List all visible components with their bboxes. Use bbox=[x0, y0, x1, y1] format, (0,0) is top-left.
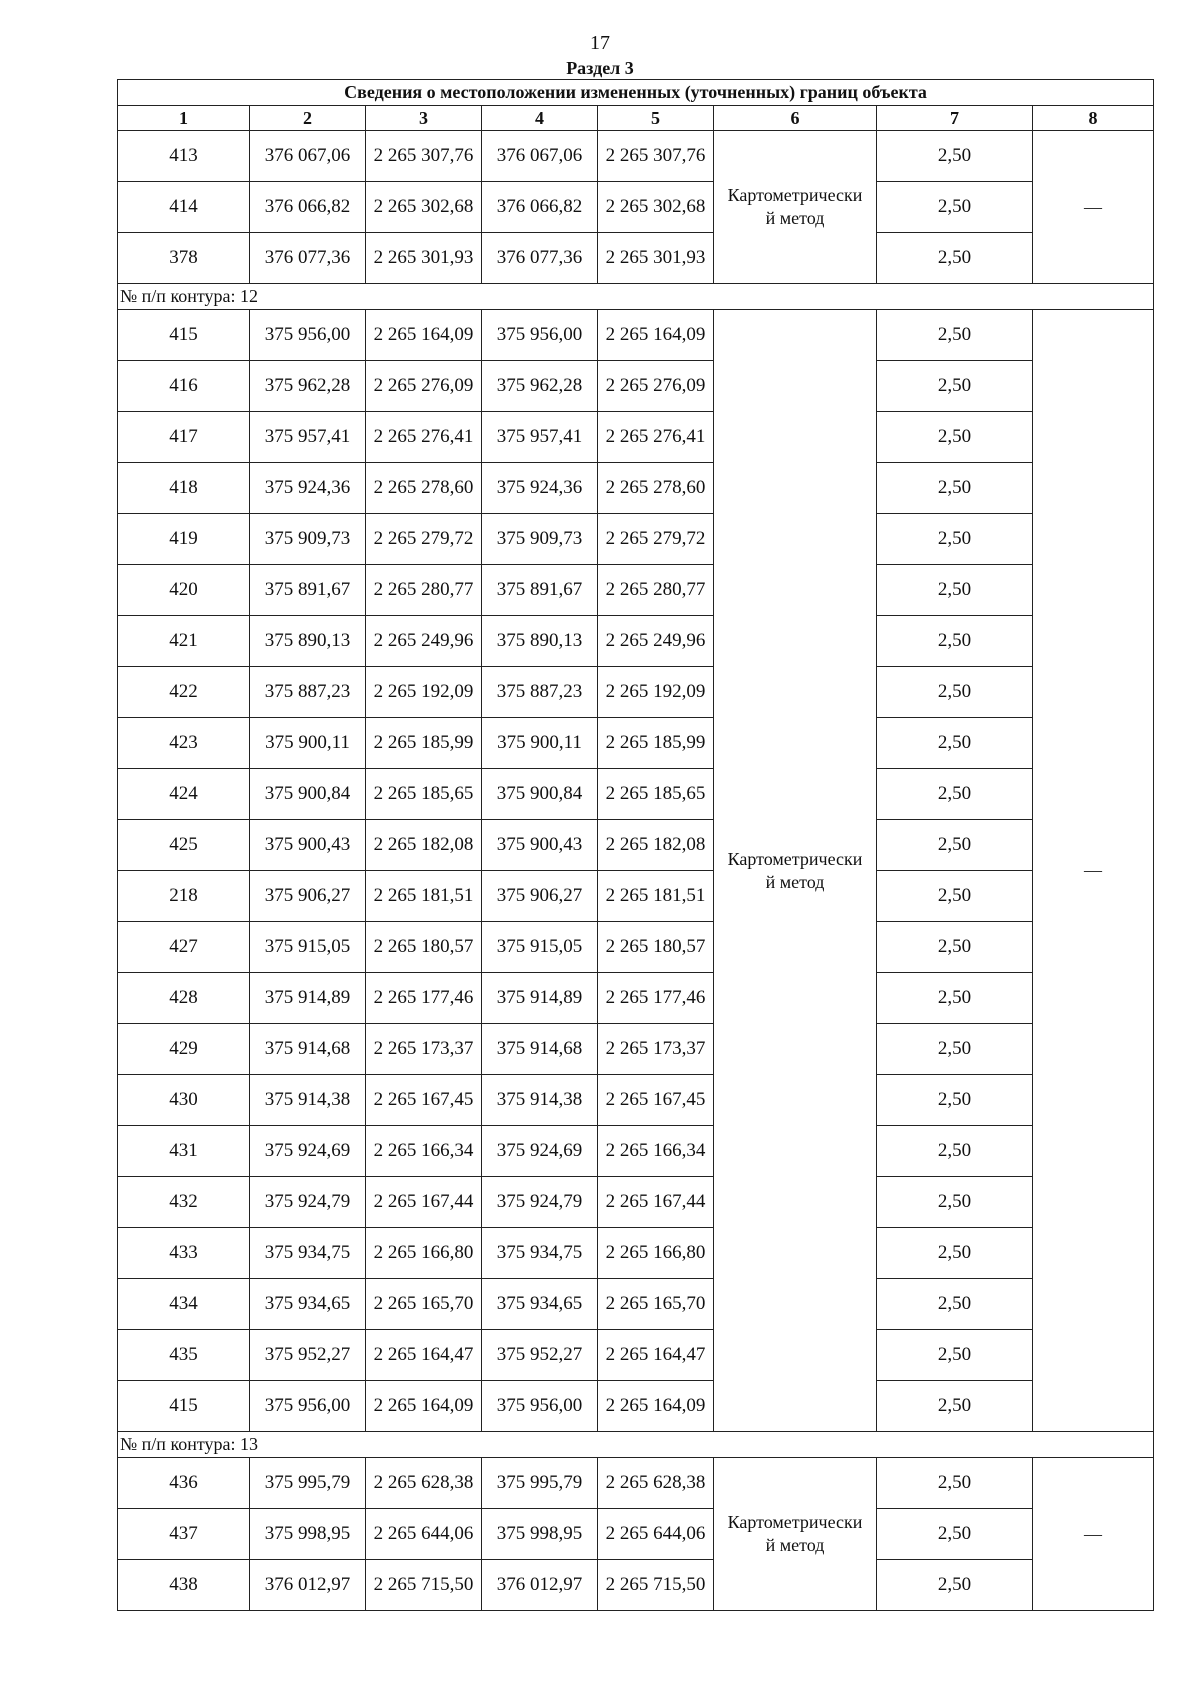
x-coordinate: 375 957,41 bbox=[250, 412, 366, 463]
point-number: 430 bbox=[118, 1075, 250, 1126]
y-coordinate-new: 2 265 167,45 bbox=[598, 1075, 714, 1126]
x-coordinate: 375 909,73 bbox=[250, 514, 366, 565]
column-number: 8 bbox=[1033, 106, 1154, 131]
precision-value: 2,50 bbox=[877, 565, 1033, 616]
precision-value: 2,50 bbox=[877, 1177, 1033, 1228]
section-title: Раздел 3 bbox=[566, 58, 634, 78]
contour-label bbox=[118, 284, 1154, 310]
contour-label-text: № п/п контура: bbox=[120, 1434, 236, 1454]
y-coordinate-new: 2 265 301,93 bbox=[598, 233, 714, 284]
y-coordinate-new: 2 265 165,70 bbox=[598, 1279, 714, 1330]
table-row bbox=[118, 769, 1154, 820]
y-coordinate: 2 265 165,70 bbox=[366, 1279, 482, 1330]
x-coordinate: 375 900,11 bbox=[250, 718, 366, 769]
point-number: 419 bbox=[118, 514, 250, 565]
table-row bbox=[118, 1075, 1154, 1126]
point-number: 423 bbox=[118, 718, 250, 769]
y-coordinate-new: 2 265 166,34 bbox=[598, 1126, 714, 1177]
precision-value: 2,50 bbox=[877, 922, 1033, 973]
y-coordinate: 2 265 307,76 bbox=[366, 131, 482, 182]
x-coordinate-new: 375 887,23 bbox=[482, 667, 598, 718]
point-number: 416 bbox=[118, 361, 250, 412]
precision-value: 2,50 bbox=[877, 412, 1033, 463]
y-coordinate-new: 2 265 167,44 bbox=[598, 1177, 714, 1228]
precision-value: 2,50 bbox=[877, 718, 1033, 769]
point-number: 420 bbox=[118, 565, 250, 616]
table-row bbox=[118, 1458, 1154, 1509]
table-row bbox=[118, 820, 1154, 871]
precision-value: 2,50 bbox=[877, 233, 1033, 284]
x-coordinate: 375 906,27 bbox=[250, 871, 366, 922]
table-row bbox=[118, 1509, 1154, 1560]
contour-number: 12 bbox=[240, 286, 259, 306]
x-coordinate-new: 376 066,82 bbox=[482, 182, 598, 233]
method-text-line1: Картометрически bbox=[727, 185, 863, 205]
x-coordinate: 375 998,95 bbox=[250, 1509, 366, 1560]
contour-row bbox=[118, 1432, 1154, 1458]
point-number: 428 bbox=[118, 973, 250, 1024]
y-coordinate: 2 265 164,09 bbox=[366, 310, 482, 361]
table-row bbox=[118, 667, 1154, 718]
y-coordinate: 2 265 276,09 bbox=[366, 361, 482, 412]
y-coordinate-new: 2 265 192,09 bbox=[598, 667, 714, 718]
y-coordinate-new: 2 265 164,09 bbox=[598, 1381, 714, 1432]
point-number: 437 bbox=[118, 1509, 250, 1560]
precision-value: 2,50 bbox=[877, 769, 1033, 820]
table-row bbox=[118, 616, 1154, 667]
precision-value: 2,50 bbox=[877, 361, 1033, 412]
y-coordinate: 2 265 181,51 bbox=[366, 871, 482, 922]
precision-value: 2,50 bbox=[877, 1330, 1033, 1381]
x-coordinate: 375 924,69 bbox=[250, 1126, 366, 1177]
table-row bbox=[118, 1279, 1154, 1330]
boundary-coordinates-table bbox=[117, 79, 1154, 1611]
y-coordinate-new: 2 265 182,08 bbox=[598, 820, 714, 871]
y-coordinate: 2 265 164,47 bbox=[366, 1330, 482, 1381]
x-coordinate: 375 914,38 bbox=[250, 1075, 366, 1126]
precision-value: 2,50 bbox=[877, 1458, 1033, 1509]
point-number: 433 bbox=[118, 1228, 250, 1279]
point-number: 432 bbox=[118, 1177, 250, 1228]
point-number: 427 bbox=[118, 922, 250, 973]
y-coordinate: 2 265 164,09 bbox=[366, 1381, 482, 1432]
x-coordinate: 375 952,27 bbox=[250, 1330, 366, 1381]
precision-value: 2,50 bbox=[877, 1126, 1033, 1177]
page-number: 17 bbox=[590, 32, 610, 54]
y-coordinate: 2 265 192,09 bbox=[366, 667, 482, 718]
y-coordinate: 2 265 280,77 bbox=[366, 565, 482, 616]
x-coordinate-new: 375 995,79 bbox=[482, 1458, 598, 1509]
x-coordinate-new: 376 012,97 bbox=[482, 1560, 598, 1611]
method-cell bbox=[714, 1458, 877, 1611]
y-coordinate-new: 2 265 279,72 bbox=[598, 514, 714, 565]
y-coordinate-new: 2 265 276,41 bbox=[598, 412, 714, 463]
y-coordinate: 2 265 167,44 bbox=[366, 1177, 482, 1228]
x-coordinate: 376 012,97 bbox=[250, 1560, 366, 1611]
x-coordinate-new: 375 924,69 bbox=[482, 1126, 598, 1177]
y-coordinate-new: 2 265 185,99 bbox=[598, 718, 714, 769]
y-coordinate-new: 2 265 715,50 bbox=[598, 1560, 714, 1611]
x-coordinate-new: 375 906,27 bbox=[482, 871, 598, 922]
x-coordinate-new: 375 891,67 bbox=[482, 565, 598, 616]
x-coordinate: 375 887,23 bbox=[250, 667, 366, 718]
column-8-dash: — bbox=[1033, 310, 1154, 1432]
x-coordinate-new: 375 962,28 bbox=[482, 361, 598, 412]
table-row bbox=[118, 1560, 1154, 1611]
x-coordinate-new: 375 890,13 bbox=[482, 616, 598, 667]
point-number: 429 bbox=[118, 1024, 250, 1075]
y-coordinate: 2 265 166,80 bbox=[366, 1228, 482, 1279]
table-row bbox=[118, 922, 1154, 973]
y-coordinate: 2 265 166,34 bbox=[366, 1126, 482, 1177]
x-coordinate: 375 995,79 bbox=[250, 1458, 366, 1509]
precision-value: 2,50 bbox=[877, 1279, 1033, 1330]
y-coordinate-new: 2 265 644,06 bbox=[598, 1509, 714, 1560]
table-row bbox=[118, 718, 1154, 769]
table-row bbox=[118, 1228, 1154, 1279]
table-row bbox=[118, 1330, 1154, 1381]
x-coordinate-new: 375 915,05 bbox=[482, 922, 598, 973]
column-number: 3 bbox=[366, 106, 482, 131]
y-coordinate-new: 2 265 164,47 bbox=[598, 1330, 714, 1381]
x-coordinate: 375 890,13 bbox=[250, 616, 366, 667]
point-number: 425 bbox=[118, 820, 250, 871]
x-coordinate: 375 934,65 bbox=[250, 1279, 366, 1330]
y-coordinate: 2 265 185,65 bbox=[366, 769, 482, 820]
y-coordinate: 2 265 249,96 bbox=[366, 616, 482, 667]
precision-value: 2,50 bbox=[877, 1228, 1033, 1279]
x-coordinate: 376 077,36 bbox=[250, 233, 366, 284]
point-number: 414 bbox=[118, 182, 250, 233]
y-coordinate: 2 265 301,93 bbox=[366, 233, 482, 284]
point-number: 415 bbox=[118, 1381, 250, 1432]
x-coordinate-new: 375 957,41 bbox=[482, 412, 598, 463]
x-coordinate-new: 375 900,11 bbox=[482, 718, 598, 769]
method-cell bbox=[714, 131, 877, 284]
table-row bbox=[118, 514, 1154, 565]
precision-value: 2,50 bbox=[877, 1509, 1033, 1560]
x-coordinate: 375 891,67 bbox=[250, 565, 366, 616]
x-coordinate-new: 375 914,38 bbox=[482, 1075, 598, 1126]
y-coordinate: 2 265 715,50 bbox=[366, 1560, 482, 1611]
precision-value: 2,50 bbox=[877, 310, 1033, 361]
y-coordinate-new: 2 265 166,80 bbox=[598, 1228, 714, 1279]
point-number: 415 bbox=[118, 310, 250, 361]
y-coordinate: 2 265 182,08 bbox=[366, 820, 482, 871]
y-coordinate: 2 265 177,46 bbox=[366, 973, 482, 1024]
precision-value: 2,50 bbox=[877, 463, 1033, 514]
table-row bbox=[118, 1381, 1154, 1432]
x-coordinate-new: 375 924,79 bbox=[482, 1177, 598, 1228]
y-coordinate-new: 2 265 249,96 bbox=[598, 616, 714, 667]
table-row bbox=[118, 463, 1154, 514]
y-coordinate: 2 265 167,45 bbox=[366, 1075, 482, 1126]
x-coordinate: 375 924,36 bbox=[250, 463, 366, 514]
x-coordinate: 376 067,06 bbox=[250, 131, 366, 182]
precision-value: 2,50 bbox=[877, 820, 1033, 871]
column-number: 7 bbox=[877, 106, 1033, 131]
precision-value: 2,50 bbox=[877, 1024, 1033, 1075]
x-coordinate-new: 375 956,00 bbox=[482, 310, 598, 361]
x-coordinate: 375 956,00 bbox=[250, 1381, 366, 1432]
y-coordinate-new: 2 265 180,57 bbox=[598, 922, 714, 973]
method-text-line2: й метод bbox=[765, 1535, 825, 1555]
precision-value: 2,50 bbox=[877, 973, 1033, 1024]
precision-value: 2,50 bbox=[877, 667, 1033, 718]
table-caption: Сведения о местоположении измененных (уточненных) границ объекта bbox=[118, 80, 1154, 106]
x-coordinate: 375 914,89 bbox=[250, 973, 366, 1024]
y-coordinate-new: 2 265 628,38 bbox=[598, 1458, 714, 1509]
y-coordinate-new: 2 265 181,51 bbox=[598, 871, 714, 922]
x-coordinate: 376 066,82 bbox=[250, 182, 366, 233]
x-coordinate: 375 914,68 bbox=[250, 1024, 366, 1075]
y-coordinate: 2 265 302,68 bbox=[366, 182, 482, 233]
point-number: 218 bbox=[118, 871, 250, 922]
table-row bbox=[118, 233, 1154, 284]
x-coordinate-new: 376 077,36 bbox=[482, 233, 598, 284]
precision-value: 2,50 bbox=[877, 514, 1033, 565]
point-number: 413 bbox=[118, 131, 250, 182]
x-coordinate: 375 900,43 bbox=[250, 820, 366, 871]
table-row bbox=[118, 871, 1154, 922]
y-coordinate-new: 2 265 164,09 bbox=[598, 310, 714, 361]
point-number: 438 bbox=[118, 1560, 250, 1611]
point-number: 422 bbox=[118, 667, 250, 718]
y-coordinate: 2 265 644,06 bbox=[366, 1509, 482, 1560]
x-coordinate: 375 934,75 bbox=[250, 1228, 366, 1279]
point-number: 434 bbox=[118, 1279, 250, 1330]
column-8-dash: — bbox=[1033, 131, 1154, 284]
x-coordinate: 375 924,79 bbox=[250, 1177, 366, 1228]
method-text-line1: Картометрически bbox=[727, 848, 863, 869]
method-text-line2: й метод bbox=[765, 208, 825, 228]
method-cell bbox=[714, 310, 877, 1432]
y-coordinate: 2 265 276,41 bbox=[366, 412, 482, 463]
table-row bbox=[118, 1177, 1154, 1228]
table-row bbox=[118, 182, 1154, 233]
y-coordinate: 2 265 173,37 bbox=[366, 1024, 482, 1075]
x-coordinate-new: 375 952,27 bbox=[482, 1330, 598, 1381]
precision-value: 2,50 bbox=[877, 182, 1033, 233]
table-row bbox=[118, 361, 1154, 412]
y-coordinate-new: 2 265 280,77 bbox=[598, 565, 714, 616]
table-row bbox=[118, 973, 1154, 1024]
y-coordinate: 2 265 278,60 bbox=[366, 463, 482, 514]
y-coordinate-new: 2 265 307,76 bbox=[598, 131, 714, 182]
column-8-dash: — bbox=[1033, 1458, 1154, 1611]
y-coordinate-new: 2 265 276,09 bbox=[598, 361, 714, 412]
x-coordinate-new: 375 998,95 bbox=[482, 1509, 598, 1560]
y-coordinate-new: 2 265 185,65 bbox=[598, 769, 714, 820]
x-coordinate-new: 375 956,00 bbox=[482, 1381, 598, 1432]
point-number: 424 bbox=[118, 769, 250, 820]
method-text-line2: й метод bbox=[765, 871, 825, 892]
x-coordinate: 375 956,00 bbox=[250, 310, 366, 361]
point-number: 417 bbox=[118, 412, 250, 463]
contour-label bbox=[118, 1432, 1154, 1458]
precision-value: 2,50 bbox=[877, 616, 1033, 667]
precision-value: 2,50 bbox=[877, 1560, 1033, 1611]
y-coordinate: 2 265 185,99 bbox=[366, 718, 482, 769]
point-number: 418 bbox=[118, 463, 250, 514]
column-number: 2 bbox=[250, 106, 366, 131]
contour-number: 13 bbox=[240, 1434, 259, 1454]
table-row bbox=[118, 1024, 1154, 1075]
table-row bbox=[118, 1126, 1154, 1177]
y-coordinate-new: 2 265 177,46 bbox=[598, 973, 714, 1024]
precision-value: 2,50 bbox=[877, 871, 1033, 922]
x-coordinate-new: 376 067,06 bbox=[482, 131, 598, 182]
point-number: 436 bbox=[118, 1458, 250, 1509]
y-coordinate: 2 265 628,38 bbox=[366, 1458, 482, 1509]
contour-row bbox=[118, 284, 1154, 310]
column-number: 5 bbox=[598, 106, 714, 131]
x-coordinate-new: 375 914,68 bbox=[482, 1024, 598, 1075]
point-number: 435 bbox=[118, 1330, 250, 1381]
x-coordinate-new: 375 900,43 bbox=[482, 820, 598, 871]
x-coordinate-new: 375 934,65 bbox=[482, 1279, 598, 1330]
x-coordinate-new: 375 900,84 bbox=[482, 769, 598, 820]
point-number: 378 bbox=[118, 233, 250, 284]
method-text-line1: Картометрически bbox=[727, 1512, 863, 1532]
y-coordinate: 2 265 180,57 bbox=[366, 922, 482, 973]
y-coordinate-new: 2 265 302,68 bbox=[598, 182, 714, 233]
y-coordinate-new: 2 265 278,60 bbox=[598, 463, 714, 514]
precision-value: 2,50 bbox=[877, 1075, 1033, 1126]
precision-value: 2,50 bbox=[877, 1381, 1033, 1432]
point-number: 431 bbox=[118, 1126, 250, 1177]
x-coordinate: 375 962,28 bbox=[250, 361, 366, 412]
point-number: 421 bbox=[118, 616, 250, 667]
contour-label-text: № п/п контура: bbox=[120, 286, 236, 306]
y-coordinate: 2 265 279,72 bbox=[366, 514, 482, 565]
table-body bbox=[118, 131, 1154, 1611]
precision-value: 2,50 bbox=[877, 131, 1033, 182]
x-coordinate-new: 375 924,36 bbox=[482, 463, 598, 514]
x-coordinate: 375 915,05 bbox=[250, 922, 366, 973]
x-coordinate: 375 900,84 bbox=[250, 769, 366, 820]
table-row bbox=[118, 412, 1154, 463]
y-coordinate-new: 2 265 173,37 bbox=[598, 1024, 714, 1075]
column-number: 1 bbox=[118, 106, 250, 131]
x-coordinate-new: 375 934,75 bbox=[482, 1228, 598, 1279]
x-coordinate-new: 375 909,73 bbox=[482, 514, 598, 565]
column-number: 6 bbox=[714, 106, 877, 131]
table-row bbox=[118, 131, 1154, 182]
table-row bbox=[118, 565, 1154, 616]
x-coordinate-new: 375 914,89 bbox=[482, 973, 598, 1024]
table-row bbox=[118, 310, 1154, 361]
column-number: 4 bbox=[482, 106, 598, 131]
